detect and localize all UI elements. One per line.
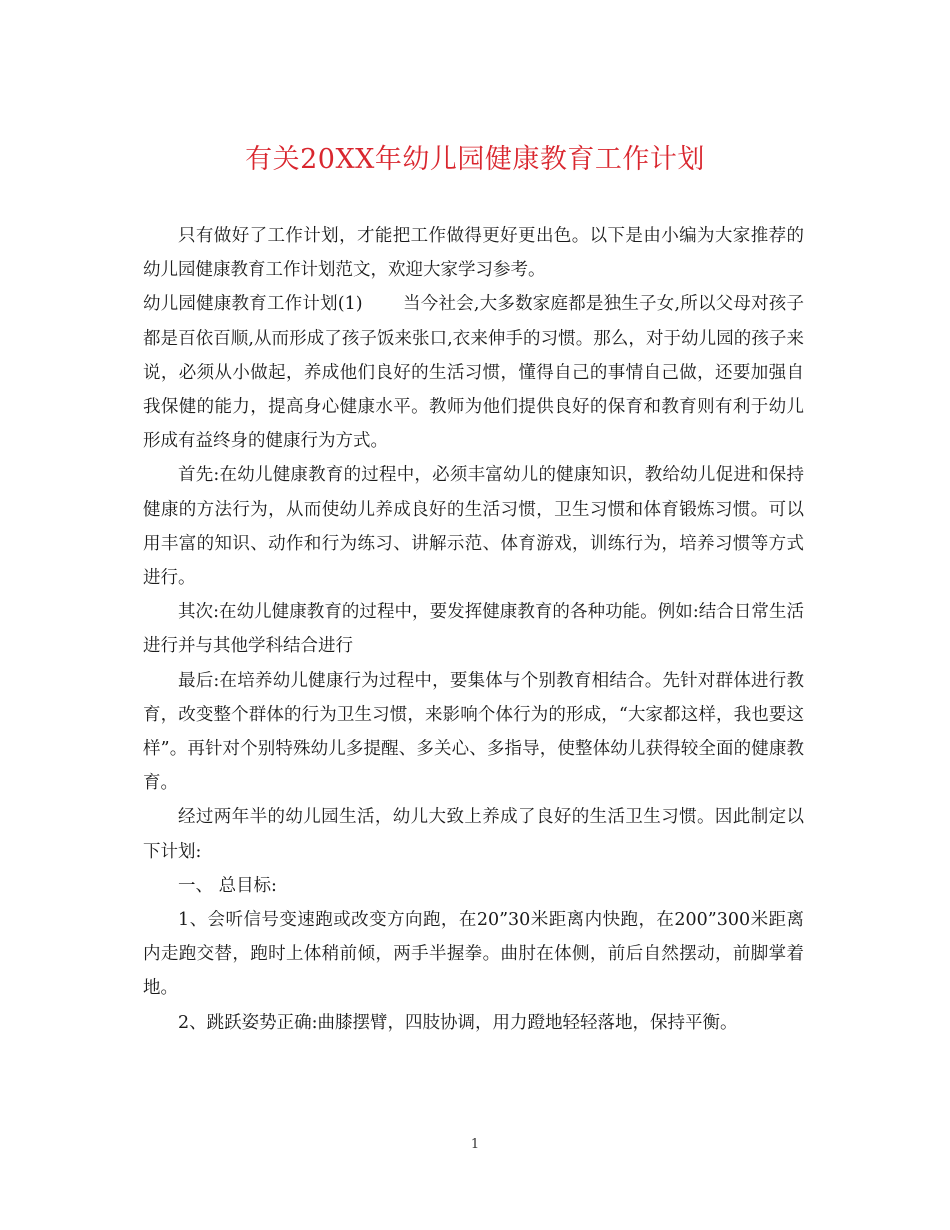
goal-heading: 一、 总目标:	[178, 875, 277, 896]
document-title: 有关20XX年幼儿园健康教育工作计划	[245, 144, 705, 175]
section-paragraph	[143, 287, 804, 458]
page-number: 1	[470, 1137, 480, 1152]
summary-paragraph: 经过两年半的幼儿园生活，幼儿大致上养成了良好的生活卫生习惯。因此制定以下计划:	[143, 807, 804, 862]
section-heading: 幼儿园健康教育工作计划(1)	[143, 294, 363, 315]
first-paragraph: 首先:在幼儿健康教育的过程中，必须丰富幼儿的健康知识，教给幼儿促进和保持健康的方法行为，从而使幼儿养成良好的生活习惯，卫生习惯和体育锻炼习惯。可以用丰富的知识、动作和行为练习、讲解示范、体育游戏，训练行为，培养习惯等方式进行。	[143, 465, 804, 589]
goal-item-2: 2、跳跃姿势正确:曲膝摆臂，四肢协调，用力蹬地轻轻落地，保持平衡。	[178, 1012, 738, 1033]
section-text: 当今社会,大多数家庭都是独生子女,所以父母对孩子都是百依百顺,从而形成了孩子饭来张口,衣来伸手的习惯。那么，对于幼儿园的孩子来说，必须从小做起，养成他们良好的生活习惯，懂得自己的事情自己做，还要加强自我保健的能力，提高身心健康水平。教师为他们提供良好的保育和教育则有利于幼儿形成有益终身的健康行为方式。	[143, 294, 804, 452]
intro-paragraph: 只有做好了工作计划，才能把工作做得更好更出色。以下是由小编为大家推荐的幼儿园健康教育工作计划范文，欢迎大家学习参考。	[143, 226, 804, 281]
last-paragraph: 最后:在培养幼儿健康行为过程中，要集体与个别教育相结合。先针对群体进行教育，改变整个群体的行为卫生习惯，来影响个体行为的形成，“大家都这样，我也要这样”。再针对个别特殊幼儿多提醒、多关心、多指导，使整体幼儿获得较全面的健康教育。	[143, 670, 804, 794]
second-paragraph: 其次:在幼儿健康教育的过程中，要发挥健康教育的各种功能。例如:结合日常生活进行并与其他学科结合进行	[143, 602, 804, 657]
goal-item-1: 1、会听信号变速跑或改变方向跑，在20”30米距离内快跑，在200”300米距离内走跑交替，跑时上体稍前倾，两手半握拳。曲肘在体侧，前后自然摆动，前脚掌着地。	[143, 910, 804, 999]
document-body	[143, 219, 804, 1040]
